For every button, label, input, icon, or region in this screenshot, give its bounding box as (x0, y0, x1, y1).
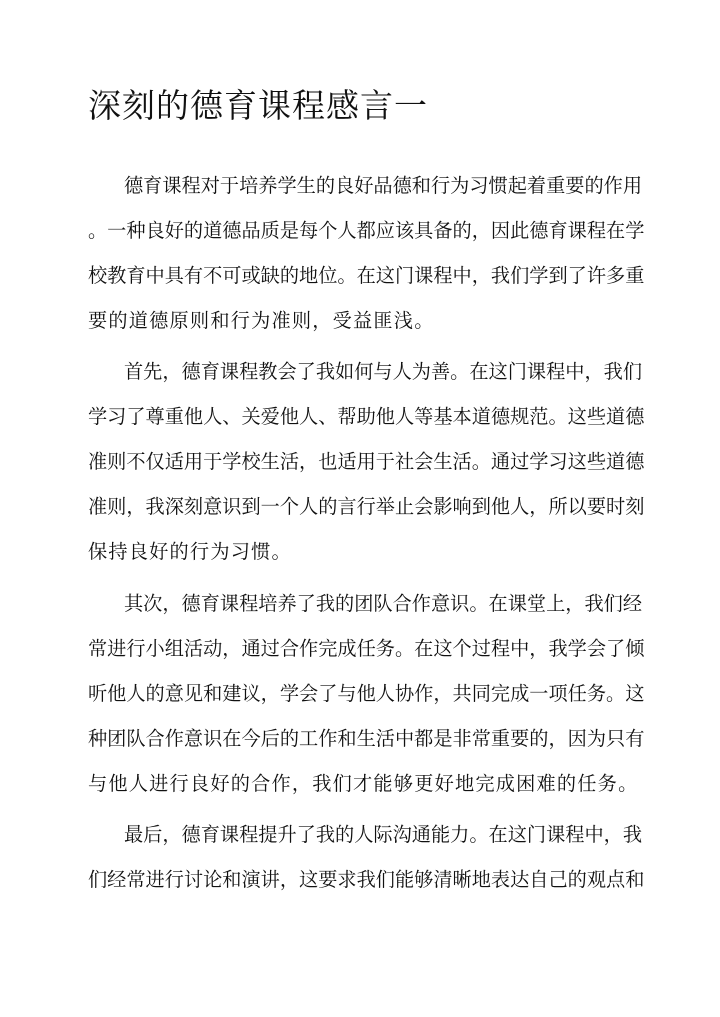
paragraph-line: 与他人进行良好的合作，我们才能够更好地完成困难的任务。 (88, 772, 639, 795)
paragraph-line: 其次，德育课程培养了我的团队合作意识。在课堂上，我们经 (124, 592, 643, 615)
paragraph-line: 首先，德育课程教会了我如何与人为善。在这门课程中，我们 (124, 360, 643, 383)
document-title: 深刻的德育课程感言一 (88, 86, 428, 125)
paragraph-line: 准则，我深刻意识到一个人的言行举止会影响到他人，所以要时刻 (88, 495, 645, 518)
paragraph-line: 常进行小组活动，通过合作完成任务。在这个过程中，我学会了倾 (88, 637, 645, 660)
paragraph-line: 。一种良好的道德品质是每个人都应该具备的，因此德育课程在学 (88, 219, 645, 242)
paragraph-line: 保持良好的行为习惯。 (88, 540, 292, 563)
paragraph-line: 听他人的意见和建议，学会了与他人协作，共同完成一项任务。这 (88, 682, 645, 705)
paragraph-line: 种团队合作意识在今后的工作和生活中都是非常重要的，因为只有 (88, 727, 645, 750)
paragraph-line: 要的道德原则和行为准则，受益匪浅。 (88, 309, 435, 332)
paragraph-line: 德育课程对于培养学生的良好品德和行为习惯起着重要的作用 (124, 174, 643, 197)
paragraph-line: 校教育中具有不可或缺的地位。在这门课程中，我们学到了许多重 (88, 264, 645, 287)
paragraph-line: 准则不仅适用于学校生活，也适用于社会生活。通过学习这些道德 (88, 450, 645, 473)
paragraph-line: 最后，德育课程提升了我的人际沟通能力。在这门课程中，我 (124, 823, 643, 846)
paragraph-line: 学习了尊重他人、关爱他人、帮助他人等基本道德规范。这些道德 (88, 405, 645, 428)
paragraph-line: 们经常进行讨论和演讲，这要求我们能够清晰地表达自己的观点和 (88, 868, 645, 891)
